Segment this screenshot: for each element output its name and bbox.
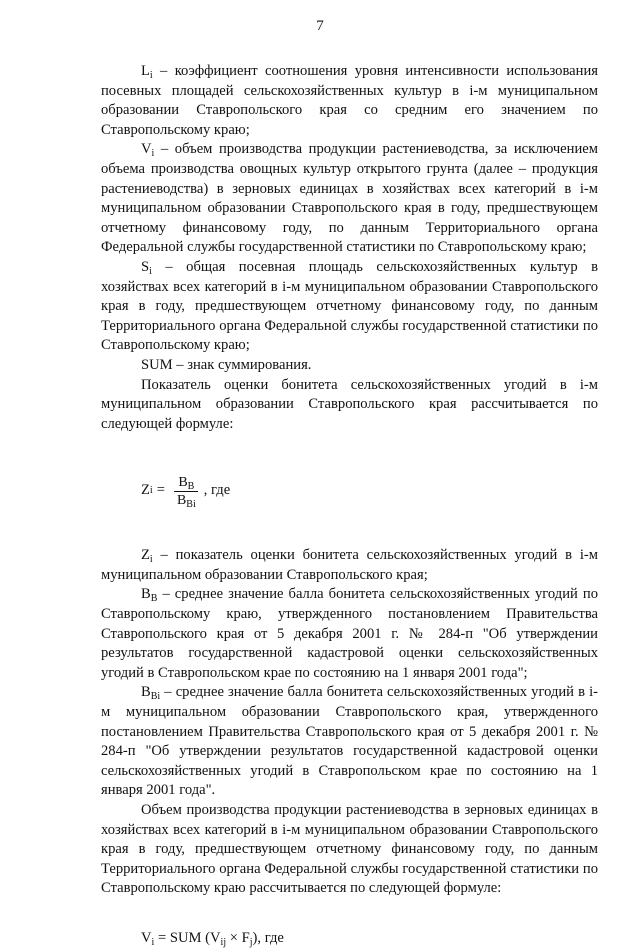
- volume-intro: Объем производства продукции растениеводства в зерновых единицах в хозяйствах всех категорий в i-м муниципальном образовании Ставропольского края в году, предшествующем отчетному финансовому году, по данным Территориального органа Федеральной службы государственной статистики по Ставропольскому краю рассчитывается по следующей формуле:: [101, 802, 598, 897]
- def-S: $S_i$ – общая посевная площадь сельскохозяйственных культур в хозяйствах всех категорий в i-м муниципальном образовании Ставропольского края в году, предшествующем отчетному финансовому году, по данным Территориального органа Федеральной службы государственной статистики по Ставропольскому краю;: [101, 258, 598, 354]
- def-V: $V_i$ – объем производства продукции растениеводства, за исключением объема производства овощных культур открытого грунта (далее – продукция растениеводства) в зерновых единицах в хозяйствах всех категорий в i-м муниципальном образовании Ставропольского края в году, предшествующем отчетному финансовому году, по данным Территориального органа Федеральной службы государственной статистики по Ставропольскому краю;: [101, 141, 598, 256]
- def-Z: $Z_i$ – показатель оценки бонитета сельскохозяйственных угодий в i-м муниципальном образовании Ставропольского края;: [101, 547, 598, 583]
- formula-z: Z i = $\frac{B_B}{B_{Bi}}$ , где: [141, 474, 231, 510]
- document-body: [101, 62, 598, 949]
- page-number: 7: [316, 18, 324, 34]
- formula-v: $V_i$ = SUM $(V_{ij} \times F_j)$, где: [141, 929, 284, 948]
- bonitet-intro: Показатель оценки бонитета сельскохозяйственных угодий в i-м муниципальном образовании Ставропольского края рассчитывается по следующей формуле:: [101, 376, 598, 432]
- fraction: $\frac{B_B}{B_{Bi}}$: [173, 474, 200, 509]
- def-SUM: SUM – знак суммирования.: [141, 356, 312, 373]
- def-L: $L_i$ – коэффициент соотношения уровня интенсивности использования посевных площадей сельскохозяйственных культур в i-м муниципальном образовании Ставропольского края со средним его значением по Ставропольскому краю;: [101, 63, 598, 138]
- def-BBi: $B_{Bi}$ – среднее значение балла бонитета сельскохозяйственных угодий в i-м муниципальном образовании Ставропольского края, утвержденного постановлением Правительства Ставропольского края от 5 декабря 2001 г. № 284-п "Об утверждении результатов государственной кадастровой оценки сельскохозяйственных угодий в Ставропольском крае по состоянию на 1 января 2001 года".: [101, 684, 598, 799]
- def-BB: $B_B$ – среднее значение балла бонитета сельскохозяйственных угодий по Ставропольскому краю, утвержденного постановлением Правительства Ставропольского края от 5 декабря 2001 г. № 284-п "Об утверждении результатов государственной кадастровой оценки сельскохозяйственных угодий в Ставропольском крае по состоянию на 1 января 2001 года";: [101, 586, 598, 681]
